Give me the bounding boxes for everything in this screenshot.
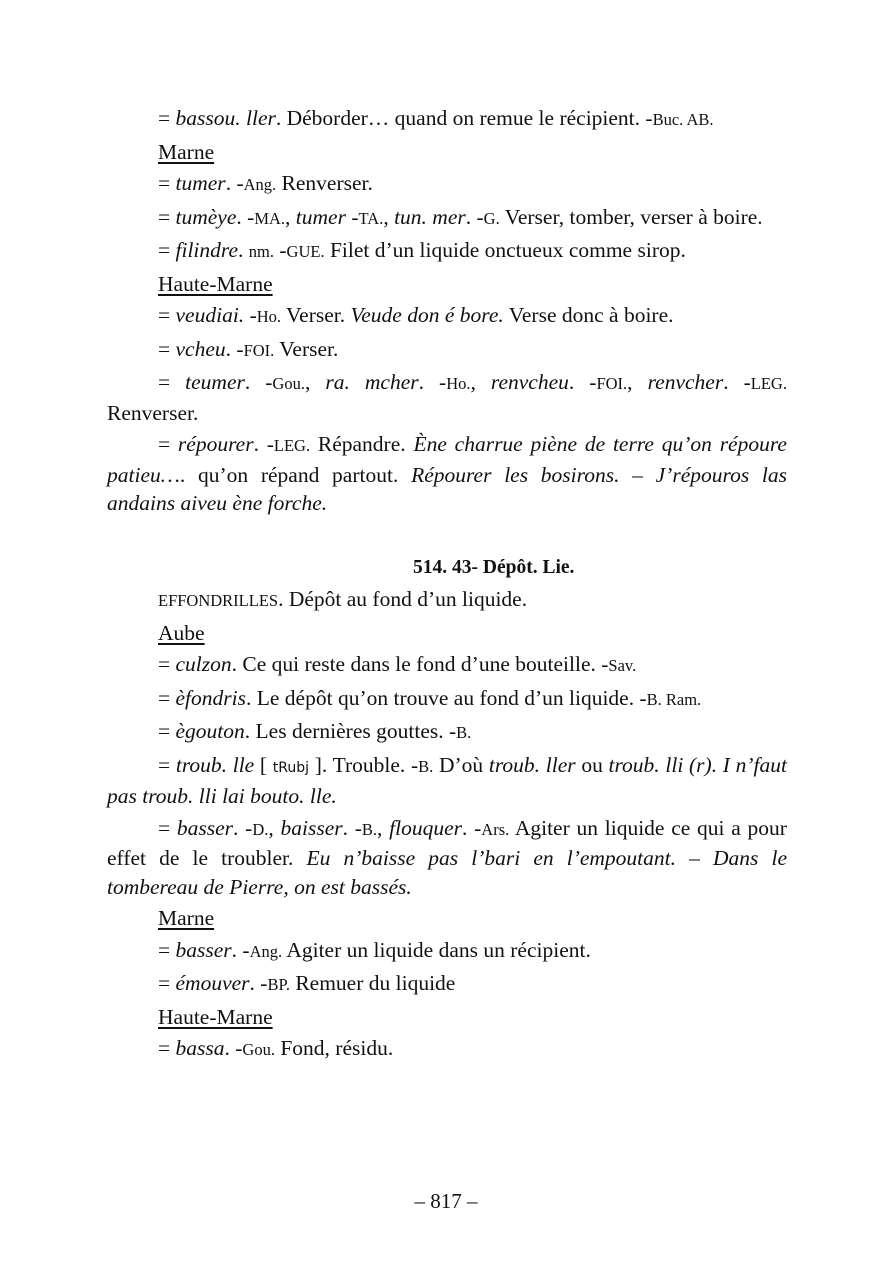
text-run: . Dépôt au fond d’un liquide. — [278, 587, 528, 611]
text-run: répourer — [177, 432, 254, 456]
entry-repourer — [107, 430, 787, 518]
text-run: Veude don é bore. — [350, 303, 504, 327]
text-run: Gou. — [272, 374, 305, 393]
text-run: nm. — [248, 242, 274, 261]
region-heading-marne: Marne — [158, 139, 215, 164]
text-run: . - — [253, 432, 274, 456]
text-run: D. — [252, 819, 269, 839]
text-run: = — [158, 685, 176, 710]
text-run: . - — [723, 370, 751, 394]
text-run: vcheu — [175, 336, 226, 361]
text-run: = — [158, 106, 176, 130]
text-run: . - — [462, 815, 482, 840]
text-run: Gou. — [242, 1040, 275, 1059]
text-run: = — [158, 171, 176, 195]
text-run: Fond, résidu. — [274, 1036, 394, 1060]
entry-effondrilles — [107, 585, 787, 616]
text-run: troub. lle — [175, 752, 255, 777]
text-run: = — [158, 752, 176, 777]
text-run: baisser — [280, 815, 343, 840]
text-run: Ang. — [243, 175, 277, 194]
text-run: . - — [236, 204, 255, 229]
text-run: - — [244, 303, 257, 327]
text-run: ègouton — [175, 719, 245, 743]
text-run: G. — [483, 208, 500, 228]
text-run: - — [345, 204, 359, 229]
text-run: . Ce qui reste dans le fond d’une bouteille. - — [231, 652, 609, 676]
text-run: . - — [225, 336, 244, 361]
region-heading-haute-marne: Haute-Marne — [158, 271, 273, 296]
text-run: = — [158, 937, 176, 962]
text-run: Filet d’un liquide onctueux comme sirop. — [324, 238, 686, 262]
text-run: , — [470, 370, 491, 394]
region-heading-marne-2: Marne — [158, 906, 215, 930]
text-run: . - — [233, 815, 253, 840]
section-gap — [107, 521, 787, 550]
text-run: = — [158, 971, 176, 995]
entry-culzon — [107, 650, 787, 681]
text-run: . - — [225, 171, 244, 195]
text-run: tRubj — [272, 759, 310, 776]
text-run: veudiai. — [175, 303, 245, 327]
entry-bassouller — [107, 104, 787, 135]
text-run: Répourer les bosirons. – J’répouros las andains aiveu ène forche. — [107, 462, 788, 515]
section-title: 514. 43- Dépôt. Lie. — [413, 556, 575, 578]
text-run: = — [158, 815, 177, 840]
page-body — [107, 104, 787, 1068]
text-run: Renverser. — [276, 171, 373, 195]
text-run: Remuer du liquide — [289, 971, 456, 995]
entry-vcheu — [107, 335, 787, 366]
text-run: Ho. — [446, 374, 471, 393]
text-run: ]. Trouble. - — [309, 752, 419, 777]
text-run: . - — [249, 971, 268, 995]
text-run: culzon — [175, 652, 232, 676]
text-run: Buc. AB. — [652, 110, 714, 129]
entry-tumer — [107, 169, 787, 200]
text-run: , — [383, 204, 395, 229]
entry-tumeye — [107, 203, 787, 234]
text-run: GUE. — [286, 242, 325, 261]
text-run: . - — [568, 370, 597, 394]
text-run: , — [377, 815, 390, 840]
text-run: B. — [361, 819, 378, 839]
text-run: - — [274, 238, 287, 262]
entry-emouver — [107, 969, 787, 1000]
text-run: . Le dépôt qu’on trouve au fond d’un liquide. - — [246, 685, 647, 710]
text-run: Verser. — [281, 303, 351, 327]
text-run: B. — [456, 723, 472, 742]
text-run: [ — [254, 752, 273, 777]
text-run: tumer — [295, 204, 346, 229]
text-run: Agiter un liquide dans un récipient. — [282, 937, 591, 962]
text-run: tumèye — [175, 204, 237, 229]
text-run: = — [158, 719, 176, 743]
text-run: tun. mer — [394, 204, 466, 229]
text-run: , — [627, 370, 648, 394]
text-run: . qu’on répand partout. — [179, 462, 412, 487]
entry-troublle — [107, 751, 787, 811]
text-run: . Les dernières gouttes. - — [244, 719, 457, 743]
text-run: FOI. — [596, 374, 628, 393]
text-run: EFFONDRILLES — [158, 591, 279, 610]
text-run: . - — [231, 937, 250, 962]
text-run: , — [304, 370, 326, 394]
text-run: , — [285, 204, 296, 229]
text-run: ra. mcher — [325, 370, 419, 394]
text-run: . — [238, 238, 249, 262]
text-run: . - — [418, 370, 447, 394]
text-run: . - — [342, 815, 362, 840]
entry-bassa — [107, 1034, 787, 1065]
text-run: troub. lli (r). I n’faut pas troub. lli lai bouto. lle. — [107, 752, 787, 808]
text-run: Ang. — [249, 941, 283, 961]
text-run: èfondris — [175, 685, 246, 710]
text-run: . - — [465, 204, 484, 229]
text-run: Verse donc à boire. — [503, 303, 674, 327]
text-run: Ène charrue piène de terre qu’on répoure patieu… — [107, 432, 787, 487]
text-run: , — [268, 815, 281, 840]
text-run: = — [158, 370, 186, 394]
text-run: tumer — [175, 171, 226, 195]
text-run: renvcheu — [490, 370, 569, 394]
text-run: flouquer — [389, 815, 463, 840]
text-run: troub. ller — [488, 752, 576, 777]
text-run: B. Ram. — [646, 689, 702, 709]
text-run: BP. — [267, 975, 290, 994]
text-run: . Déborder… quand on remue le récipient. - — [275, 106, 653, 130]
region-heading-haute-marne-2: Haute-Marne — [158, 1004, 273, 1029]
text-run: bassa — [175, 1036, 225, 1060]
entry-teumer — [107, 368, 787, 427]
text-run: = — [158, 652, 176, 676]
text-run: Renverser. — [107, 400, 199, 425]
text-run: Ars. — [481, 819, 510, 839]
text-run: Sav. — [608, 656, 637, 675]
text-run: Verser, tomber, verser à boire. — [499, 204, 763, 229]
text-run: Eu n’baisse pas l’bari en l’empoutant. – Dans le tombereau de Pierre, on est bassés. — [107, 846, 787, 899]
text-run: . - — [224, 1036, 243, 1060]
text-run: basser — [176, 815, 234, 840]
text-run: renvcher — [647, 370, 724, 394]
entry-efondris — [107, 684, 787, 715]
text-run: teumer — [185, 370, 245, 394]
text-run: = — [158, 303, 176, 327]
text-run: = — [158, 204, 176, 229]
text-run: Ho. — [256, 307, 282, 326]
text-run: D’où — [433, 752, 489, 777]
text-run: MA. — [254, 208, 286, 228]
text-run: Agiter un liquide ce qui a pour effet de le troubler. — [107, 815, 787, 870]
text-run: FOI. — [243, 340, 275, 360]
text-run: émouver — [175, 971, 250, 995]
text-run: TA. — [358, 208, 384, 228]
text-run: bassou. ller — [175, 106, 276, 130]
entry-egouton — [107, 717, 787, 748]
text-run: ou — [575, 752, 609, 777]
text-run: = — [158, 238, 176, 262]
text-run: . - — [244, 370, 273, 394]
entry-veudiai — [107, 301, 787, 332]
text-run: B. — [418, 756, 434, 776]
text-run: LEG. — [273, 436, 311, 455]
entry-basser — [107, 814, 787, 902]
region-heading-aube: Aube — [158, 620, 205, 645]
text-run: = — [158, 432, 178, 456]
text-run: basser — [175, 937, 232, 962]
text-run: Répandre. — [310, 432, 414, 456]
text-run: filindre — [175, 238, 239, 262]
text-run: = — [158, 1036, 176, 1060]
text-run: Verser. — [274, 336, 339, 361]
text-run: LEG. — [750, 374, 787, 393]
page-number: – 817 – — [414, 1189, 478, 1213]
entry-basser-marne — [107, 936, 787, 967]
text-run: = — [158, 336, 176, 361]
entry-filindre — [107, 236, 787, 267]
